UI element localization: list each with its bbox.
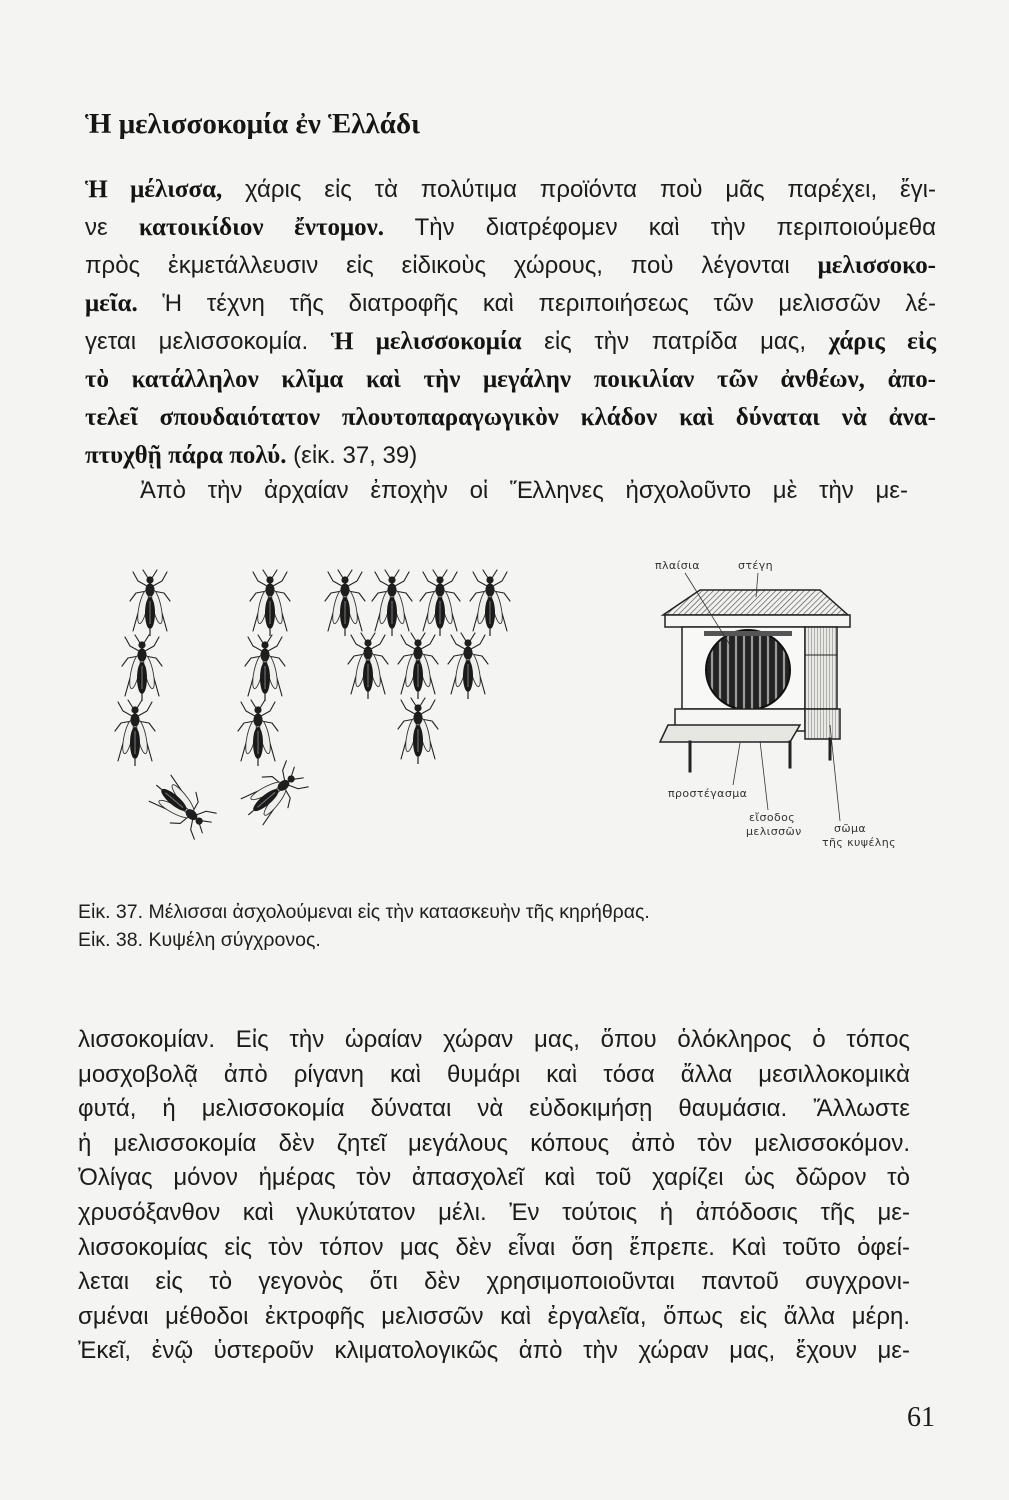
bee-illustration bbox=[470, 570, 510, 636]
text-line: ἡ μελισσοκομία δὲν ζητεῖ μεγάλους κόπους ἀπὸ τὸν μελισσοκόμον. bbox=[78, 1129, 910, 1157]
hive-body-side bbox=[805, 627, 837, 709]
bee-illustration bbox=[130, 570, 170, 636]
history-paragraph-continued bbox=[78, 1023, 910, 1369]
text-line: φυτά, ἡ μελισσοκομία δύναται νὰ εὐδοκιμήσῃ θαυμάσια. Ἄλλωστε bbox=[78, 1095, 910, 1123]
text-line bbox=[85, 437, 936, 475]
hive-roof-rim bbox=[665, 615, 850, 627]
text-run: πρὸς ἐκμετάλλευσιν εἰς εἰδικοὺς χώρους, ποὺ λέγονται bbox=[85, 252, 818, 279]
hive-entrance-board bbox=[660, 725, 800, 742]
label-frames: πλαίσια bbox=[655, 559, 700, 572]
text-line: χρυσόξανθον καὶ γλυκύτατον μέλι. Ἐν τούτοις ἡ ἀπόδοσις τῆς με- bbox=[78, 1198, 910, 1226]
text-run: (εἰκ. 37, 39) bbox=[286, 442, 418, 469]
hive-frames-comb bbox=[706, 630, 790, 710]
text-line: Ὀλίγας μόνον ἡμέρας τὸν ἀπασχολεῖ καὶ τοῦ χαρίζει ὡς δῶρον τὸ bbox=[78, 1164, 910, 1192]
bee-illustration bbox=[398, 698, 438, 764]
label-canopy: προστέγασμα bbox=[668, 787, 748, 800]
text-line bbox=[85, 399, 936, 437]
bold-term: κατοικίδιον ἔντομον. bbox=[138, 214, 384, 241]
label-roof: στέγη bbox=[738, 559, 774, 572]
bold-term: τελεῖ σπουδαιότατον πλουτοπαραγωγικὸν κλάδον καὶ δύναται νὰ ἀνα- bbox=[85, 404, 936, 431]
label-hive-body: τῆς κυψέλης bbox=[822, 836, 896, 849]
bee-illustration bbox=[143, 770, 219, 843]
label-entrance: εἴσοδος bbox=[749, 811, 796, 824]
text-line: μοσχοβολᾷ ἀπὸ ρίγανη καὶ θυμάρι καὶ τόσα ἄλλα μεσιλλοκομικὰ bbox=[78, 1060, 910, 1088]
text-line: σμέναι μέθοδοι ἐκτροφῆς μελισσῶν καὶ ἐργαλεῖα, ὅπως εἰς ἄλλα μέρη. bbox=[78, 1302, 910, 1330]
text-run: εἰς τὴν πατρίδα μας, bbox=[521, 328, 829, 355]
text-line: λισσοκομίαν. Εἰς τὴν ὡραίαν χώραν μας, ὅπου ὁλόκληρος ὁ τόπος bbox=[78, 1026, 910, 1053]
figure-37-bees bbox=[80, 555, 540, 865]
page-number: 61 bbox=[907, 1402, 935, 1433]
hive-roof bbox=[663, 590, 848, 615]
bold-term: χάρις εἰς bbox=[828, 328, 936, 355]
label-entrance: μελισσῶν bbox=[746, 825, 802, 838]
text-line bbox=[85, 285, 936, 323]
bee-illustration bbox=[115, 700, 155, 766]
bee-illustration bbox=[420, 570, 460, 636]
history-paragraph-start bbox=[140, 472, 908, 510]
intro-paragraph bbox=[85, 171, 936, 475]
label-hive-body: σῶμα bbox=[834, 822, 867, 835]
text-run: νε bbox=[85, 214, 139, 241]
text-line bbox=[85, 171, 936, 209]
bee-illustration bbox=[325, 570, 365, 636]
text-line bbox=[85, 323, 936, 361]
text-line bbox=[85, 209, 936, 247]
bold-term: Ἡ μελισσοκομία bbox=[330, 328, 522, 355]
section-title: Ἡ μελισσοκομία ἐν Ἑλλάδι bbox=[85, 108, 421, 140]
bee-illustration bbox=[122, 635, 162, 701]
text-line bbox=[85, 361, 936, 399]
bee-illustration bbox=[372, 570, 412, 636]
text-line bbox=[85, 247, 936, 285]
text-run: χάρις εἰς τὰ πολύτιμα προϊόντα ποὺ μᾶς παρέχει, ἔγι- bbox=[222, 176, 936, 203]
bold-term: τὸ κατάλληλον κλῖμα καὶ τὴν μεγάλην ποικιλίαν τῶν ἀνθέων, ἀπο- bbox=[85, 366, 936, 393]
text-line: Ἐκεῖ, ἐνῷ ὑστεροῦν κλιματολογικῶς ἀπὸ τὴν χώραν μας, ἔχουν με- bbox=[78, 1337, 910, 1365]
bee-illustration bbox=[448, 633, 488, 699]
bold-term: Ἡ μέλισσα, bbox=[85, 176, 223, 203]
bold-term: μελισσοκο- bbox=[817, 252, 936, 279]
bee-illustration bbox=[250, 570, 290, 636]
bee-illustration bbox=[235, 757, 311, 830]
bee-illustration bbox=[348, 633, 388, 699]
bee-illustration bbox=[245, 635, 285, 701]
text-run: Ἡ τέχνη τῆς διατροφῆς καὶ περιποιήσεως τῶν μελισσῶν λέ- bbox=[137, 290, 936, 317]
bee-illustration bbox=[398, 633, 438, 699]
text-run: γεται μελισσοκομία. bbox=[85, 328, 331, 355]
text-line: λεται εἰς τὸ γεγονὸς ὅτι δὲν χρησιμοποιοῦνται παντοῦ συγχρονι- bbox=[78, 1268, 910, 1296]
figure-38-caption: Εἰκ. 38. Κυψέλη σύγχρονος. bbox=[78, 929, 321, 951]
bold-term: πτυχθῇ πάρα πολύ. bbox=[85, 442, 287, 469]
bold-term: μεῖα. bbox=[85, 290, 138, 317]
figure-37-caption: Εἰκ. 37. Μέλισσαι ἀσχολούμεναι εἰς τὴν κατασκευὴν τῆς κηρήθρας. bbox=[78, 901, 650, 923]
text-line: λισσοκομίας εἰς τὸν τόπον μας δὲν εἶναι ὅση ἔπρεπε. Καὶ τοῦτο ὀφεί- bbox=[78, 1233, 910, 1261]
figure-38-beehive bbox=[640, 545, 920, 865]
text-run: Τὴν διατρέφομεν καὶ τὴν περιποιούμεθα bbox=[383, 214, 937, 241]
text-line: Ἀπὸ τὴν ἀρχαίαν ἐποχὴν οἱ Ἕλληνες ἠσχολοῦντο μὲ τὴν με- bbox=[140, 477, 908, 504]
bee-illustration bbox=[238, 700, 278, 766]
